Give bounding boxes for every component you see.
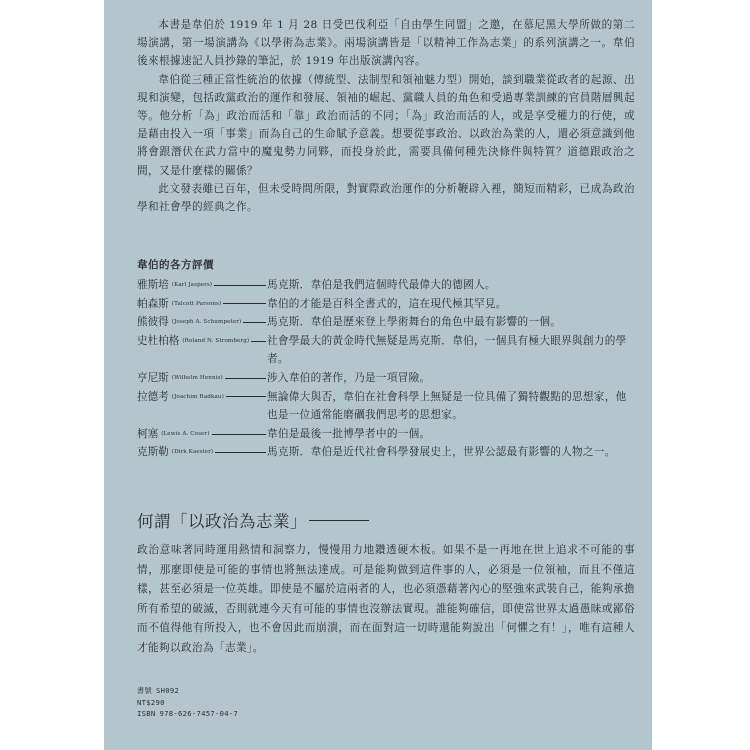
review-quote: 韋伯的才能是百科全書式的，這在現代極其罕見。: [267, 297, 507, 310]
em-dash-rule: [212, 434, 266, 435]
review-quote: 馬克斯．韋伯是我們這個時代最偉大的德國人。: [267, 279, 496, 291]
reviewer-english-name: (Lewis A. Coser): [161, 430, 210, 437]
series-value: SH092: [155, 686, 180, 695]
reviewer-english-name: (Roland N. Stromberg): [182, 337, 250, 344]
title-dash-rule: [309, 520, 369, 521]
reviewer: [137, 276, 267, 295]
reviewer-name: 雅斯培: [137, 279, 169, 291]
reviewer-english-name: (Joachim Radkau): [171, 393, 224, 400]
review-quote: 涉入韋伯的著作，乃是一項冒險。: [267, 371, 431, 384]
price: [137, 697, 238, 709]
em-dash-rule: [223, 303, 266, 304]
em-dash-rule: [243, 322, 266, 323]
publication-info: [137, 685, 238, 720]
em-dash-rule: [215, 452, 266, 453]
reviews-heading: 韋伯的各方評價: [137, 259, 214, 271]
reviewer-name: 熊彼得: [137, 316, 169, 329]
review-item: [137, 425, 635, 444]
reviews-list: [137, 276, 635, 462]
review-quote: 馬克斯．韋伯是近代社會科學發展史上，世界公認最有影響的人物之一。: [267, 446, 616, 459]
review-quote: 韋伯是最後一批博學者中的一個。: [267, 427, 431, 440]
reviewer-english-name: (Dirk Kaesler): [171, 449, 214, 456]
em-dash-rule: [251, 341, 266, 342]
review-item: [137, 332, 635, 369]
review-item: [137, 388, 635, 425]
review-quote: 無論偉大與否，韋伯在社會科學上無疑是一位具備了獨特觀點的思想家，他也是一位通常能磨礪我們思考的思想家。: [267, 390, 627, 422]
reviewer-english-name: (Joseph A. Schumpeter): [171, 319, 242, 326]
reviewer: [137, 369, 267, 388]
reviewer-name: 柯塞: [137, 427, 159, 440]
reviewer: [137, 313, 267, 332]
reviewer-name: 帕森斯: [137, 297, 169, 310]
review-item: [137, 276, 635, 295]
price-value: NT$290: [137, 697, 165, 707]
reviewer-english-name: (Wilhelm Hennis): [171, 374, 223, 381]
weber-quote-passage: 政治意味著同時運用熱情和洞察力，慢慢用力地鑽透硬木板。如果不是一再地在世上追求不可能的事情，那麼即使是可能的事情也將無法達成。可是能夠做到這件事的人，必須是一位領袖，而且不僅這樣，甚至必須是一位英雄。即使是不屬於這兩者的人，也必須憑藉著內心的堅強來武裝自己，能夠承擔所有希望的破滅，否則就連今天有可能的事情也沒辦法實現。誰能夠確信，即使當世界太過愚昧或鄙俗而不值得他有所投入，也不會因此而崩潰，而在面對這一切時還能夠說出「何懼之有！」，唯有這種人才能夠以政治為「志業」。: [137, 544, 635, 654]
em-dash-rule: [226, 396, 266, 397]
em-dash-rule: [214, 285, 266, 286]
reviewer-english-name: (Talcott Parsons): [171, 300, 222, 307]
book-description: [137, 16, 635, 216]
reviewer-english-name: (Karl Jaspers): [171, 282, 213, 288]
reviewer-name: 克斯勒: [137, 446, 169, 459]
isbn-label: ISBN: [137, 709, 156, 718]
description-paragraph: 本書是韋伯於 1919 年 1 月 28 日受巴伐利亞「自由學生同盟」之邀，在慕尼黑大學所做的第二場演講，第一場演講為《以學術為志業》。兩場演講皆是「以精神工作為志業」的系列演講之一。韋伯後來根據速記人員抄錄的筆記，於 1919 年出版演講內容。: [137, 19, 635, 68]
review-quote: 社會學最大的黃金時代無疑是馬克斯．韋伯，一個具有極大眼界與創力的學者。: [267, 334, 627, 366]
reviewer-name: 亨尼斯: [137, 371, 169, 384]
isbn-value: 978-626-7457-04-7: [159, 709, 239, 718]
description-paragraph: 此文發表雖已百年，但未受時間所限，對實際政治運作的分析鞭辟入裡，簡短而精彩，已成為政治學和社會學的經典之作。: [137, 182, 635, 214]
reviewer: [137, 443, 267, 462]
reviewer: [137, 388, 267, 407]
reviewer-name: 拉德考: [137, 390, 169, 403]
em-dash-rule: [225, 378, 266, 379]
review-item: [137, 313, 635, 332]
reviewer: [137, 295, 267, 314]
section-title-text: 何謂「以政治為志業」: [137, 512, 307, 531]
review-item: [137, 369, 635, 388]
review-quote: 馬克斯．韋伯是歷來登上學術舞台的角色中最有影響的一個。: [267, 316, 562, 329]
series-number: [137, 685, 238, 697]
review-item: [137, 295, 635, 314]
series-label: 書號: [137, 686, 152, 695]
description-paragraph: 韋伯從三種正當性統治的依據（傳統型、法制型和領袖魅力型）開始，談到職業從政者的起源、出現和演變，包括政黨政治的運作和發展、領袖的崛起、黨職人員的角色和受過專業訓練的官員階層興起等。他分析「為」政治而活和「靠」政治而活的不同；「為」政治而活的人，或是享受權力的行使，或是藉由投入一項「事業」而為自己的生命賦予意義。想要從事政治、以政治為業的人，還必須意識到他將會跟潛伏在武力當中的魔鬼勢力同夥，而投身於此，需要具備何種先決條件與特質？道德跟政治之間，又是什麼樣的關係？: [137, 73, 635, 177]
reviewer: [137, 332, 267, 351]
section-title: [137, 508, 369, 532]
reviewer-name: 史杜柏格: [137, 334, 180, 347]
isbn: [137, 708, 238, 720]
reviewer: [137, 425, 267, 444]
review-item: [137, 443, 635, 462]
